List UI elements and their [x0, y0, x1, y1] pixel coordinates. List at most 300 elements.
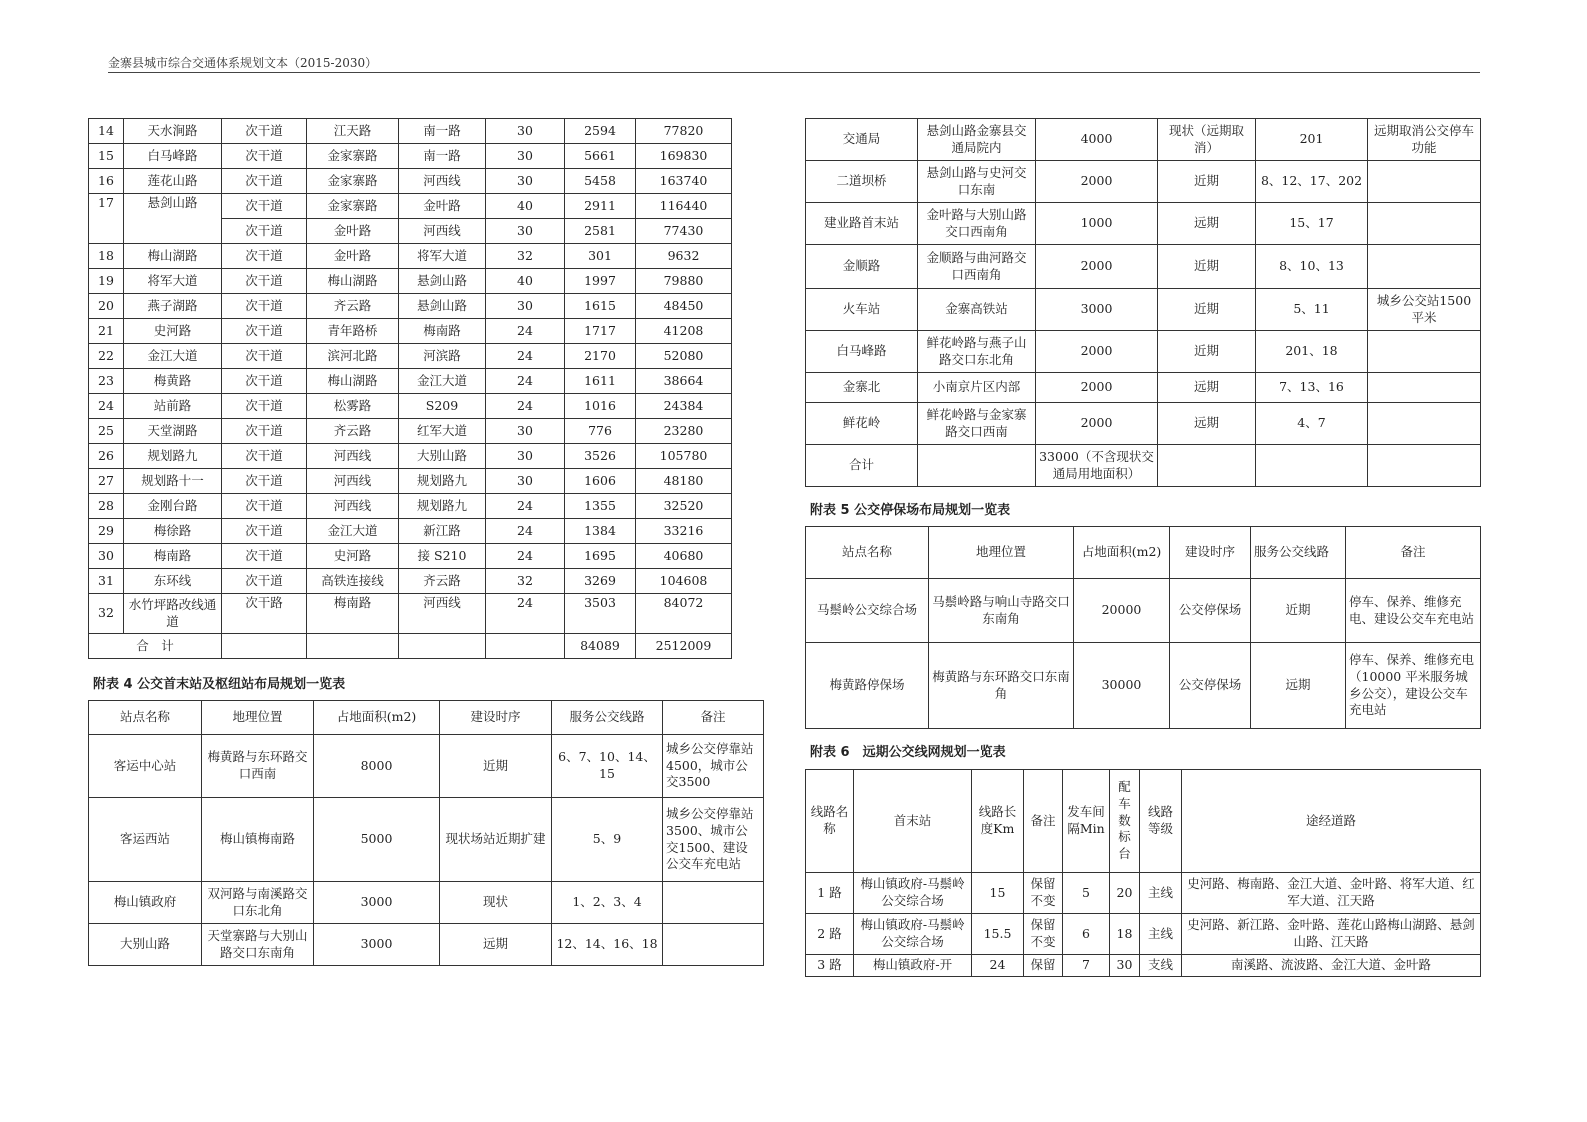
- table-cell: 24: [486, 494, 565, 519]
- table-cell: 火车站: [806, 289, 918, 331]
- table-cell: 40: [486, 194, 565, 219]
- table-cell: 保留: [1024, 955, 1063, 977]
- table-cell: 2000: [1036, 331, 1158, 373]
- table-cell: 24: [486, 369, 565, 394]
- table-cell: 21: [89, 319, 124, 344]
- table-cell: 小南京片区内部: [918, 373, 1036, 403]
- table-cell: 城乡公交停靠站3500、城市公交1500、建设公交车充电站: [663, 798, 764, 882]
- table-cell: 169830: [636, 144, 732, 169]
- table4-continued-block: [805, 118, 1481, 487]
- table6-caption: 附表 6 远期公交线网规划一览表: [810, 745, 1006, 760]
- table-header-row: [89, 701, 764, 735]
- table-cell: 6: [1063, 914, 1110, 955]
- table-cell: 次干道: [222, 194, 307, 219]
- table-cell: [1368, 161, 1481, 203]
- table-cell: 天堂湖路: [124, 419, 222, 444]
- table-cell: 悬剑山路: [124, 194, 222, 244]
- table-cell: 河西线: [307, 444, 399, 469]
- table-cell: 7、13、16: [1256, 373, 1368, 403]
- table-cell: 1384: [565, 519, 636, 544]
- table-cell: [918, 445, 1036, 487]
- table-total-row: [89, 634, 732, 659]
- table-row: [89, 569, 732, 594]
- table-cell: 梅黄路与东环路交口东南角: [929, 643, 1074, 729]
- table-cell: [1368, 331, 1481, 373]
- table-cell: 公交停保场: [1170, 643, 1251, 729]
- table-cell: 合 计: [89, 634, 222, 659]
- table-cell: 15.5: [972, 914, 1024, 955]
- table-cell: 30: [486, 169, 565, 194]
- table-cell: 服务公交线路: [552, 701, 663, 735]
- table-cell: 梅山湖路: [307, 369, 399, 394]
- table-cell: [1368, 403, 1481, 445]
- table-cell: 南一路: [399, 144, 486, 169]
- table-row: [89, 194, 732, 219]
- table-row: [806, 579, 1481, 643]
- table-cell: 金家寨路: [307, 194, 399, 219]
- table-cell: 4000: [1036, 119, 1158, 161]
- table-cell: 建设时序: [440, 701, 552, 735]
- table-cell: 河西线: [399, 219, 486, 244]
- table-cell: 青年路桥: [307, 319, 399, 344]
- table-cell: 梅南路: [399, 319, 486, 344]
- table-cell: 16: [89, 169, 124, 194]
- table-cell: 2000: [1036, 403, 1158, 445]
- table-cell: 30: [486, 469, 565, 494]
- table-cell: 24: [486, 519, 565, 544]
- table-cell: 地理位置: [202, 701, 314, 735]
- table-cell: 30: [486, 144, 565, 169]
- table-cell: 梅山湖路: [307, 269, 399, 294]
- table-cell: 金顺路与曲河路交口西南角: [918, 245, 1036, 289]
- table-cell: 次干道: [222, 319, 307, 344]
- table-cell: 梅山湖路: [124, 244, 222, 269]
- table-cell: 3000: [314, 882, 440, 924]
- table-cell: 白马峰路: [806, 331, 918, 373]
- table-cell: 24: [486, 319, 565, 344]
- table-cell: 次干道: [222, 394, 307, 419]
- table-cell: 交通局: [806, 119, 918, 161]
- table-cell: 齐云路: [399, 569, 486, 594]
- table-cell: 17: [89, 194, 124, 244]
- table-cell: 次干道: [222, 344, 307, 369]
- table-cell: 规划路九: [124, 444, 222, 469]
- table-cell: [1368, 203, 1481, 245]
- table-cell: 7: [1063, 955, 1110, 977]
- table-cell: 高铁连接线: [307, 569, 399, 594]
- table-row: [89, 269, 732, 294]
- table-cell: 20: [89, 294, 124, 319]
- table-cell: 梅山镇政府-马鬃岭公交综合场: [854, 873, 972, 914]
- table-cell: [1158, 445, 1256, 487]
- table-cell: 金叶路与大别山路交口西南角: [918, 203, 1036, 245]
- table-cell: 5、9: [552, 798, 663, 882]
- table-cell: 52080: [636, 344, 732, 369]
- table-cell: 1611: [565, 369, 636, 394]
- table-cell: 次干路: [222, 594, 307, 634]
- table-cell: 天堂寨路与大别山路交口东南角: [202, 924, 314, 966]
- table-cell: 22: [89, 344, 124, 369]
- table-cell: 城乡公交站1500 平米: [1368, 289, 1481, 331]
- table-cell: 支线: [1140, 955, 1182, 977]
- table-cell: 33000（不含现状交通局用地面积）: [1036, 445, 1158, 487]
- road-table-block: [88, 118, 732, 659]
- table-cell: 25: [89, 419, 124, 444]
- table-cell: 次干道: [222, 219, 307, 244]
- table-cell: 河西线: [307, 494, 399, 519]
- table-cell: 9632: [636, 244, 732, 269]
- table-cell: 105780: [636, 444, 732, 469]
- table-cell: 金叶路: [307, 244, 399, 269]
- table-cell: 1997: [565, 269, 636, 294]
- table-cell: 金家寨路: [307, 144, 399, 169]
- table-cell: [1256, 445, 1368, 487]
- table-cell: 停车、保养、维修充电（10000 平米服务城乡公交），建设公交车充电站: [1346, 643, 1481, 729]
- table-cell: 3269: [565, 569, 636, 594]
- table-cell: 河西线: [307, 469, 399, 494]
- table-cell: 次干道: [222, 269, 307, 294]
- table-cell: 40680: [636, 544, 732, 569]
- table-row: [89, 294, 732, 319]
- table-cell: 发车间隔Min: [1063, 770, 1110, 873]
- table-cell: 远期取消公交停车功能: [1368, 119, 1481, 161]
- table-cell: 27: [89, 469, 124, 494]
- table-cell: [399, 634, 486, 659]
- table-cell: 近期: [440, 735, 552, 798]
- table-row: [806, 119, 1481, 161]
- document-header-title: 金寨县城市综合交通体系规划文本（2015-2030）: [108, 56, 378, 70]
- table-cell: 配车数标台: [1110, 770, 1140, 873]
- table-cell: 梅南路: [124, 544, 222, 569]
- table4: [88, 700, 764, 966]
- table-cell: 合计: [806, 445, 918, 487]
- table-cell: 远期: [1251, 643, 1346, 729]
- table4-caption: 附表 4 公交首末站及枢纽站布局规划一览表: [93, 677, 346, 692]
- table-cell: 1355: [565, 494, 636, 519]
- table-cell: 主线: [1140, 873, 1182, 914]
- table-cell: 燕子湖路: [124, 294, 222, 319]
- table-cell: 占地面积(m2): [314, 701, 440, 735]
- table-cell: 2594: [565, 119, 636, 144]
- table-cell: 6、7、10、14、15: [552, 735, 663, 798]
- table-cell: 次干道: [222, 544, 307, 569]
- table-cell: 史河路: [307, 544, 399, 569]
- table-row: [89, 735, 764, 798]
- table-cell: 备注: [1024, 770, 1063, 873]
- table-cell: 接 S210: [399, 544, 486, 569]
- table-cell: 途经道路: [1182, 770, 1481, 873]
- table-cell: 1717: [565, 319, 636, 344]
- table-cell: 163740: [636, 169, 732, 194]
- table-cell: [663, 882, 764, 924]
- table-cell: 悬剑山路: [399, 294, 486, 319]
- table-cell: 站前路: [124, 394, 222, 419]
- table-row: [89, 798, 764, 882]
- table-row: [89, 419, 732, 444]
- table-cell: 15、17: [1256, 203, 1368, 245]
- table-cell: 1000: [1036, 203, 1158, 245]
- table5: [805, 526, 1481, 729]
- table-cell: 梅徐路: [124, 519, 222, 544]
- table-cell: 12、14、16、18: [552, 924, 663, 966]
- table-cell: 远期: [1158, 373, 1256, 403]
- table-row: [806, 245, 1481, 289]
- table-cell: 史河路、梅南路、金江大道、金叶路、将军大道、红军大道、江天路: [1182, 873, 1481, 914]
- table-cell: 东环线: [124, 569, 222, 594]
- table-cell: 24: [486, 544, 565, 569]
- table-cell: 梅山镇政府: [89, 882, 202, 924]
- table-cell: 次干道: [222, 569, 307, 594]
- table-row: [89, 444, 732, 469]
- table-cell: 金寨北: [806, 373, 918, 403]
- table-cell: 建设时序: [1170, 527, 1251, 579]
- table-cell: 1606: [565, 469, 636, 494]
- table-cell: 近期: [1158, 289, 1256, 331]
- table-cell: 次干道: [222, 494, 307, 519]
- table-cell: 现状: [440, 882, 552, 924]
- table-cell: 远期: [1158, 203, 1256, 245]
- table-cell: 5458: [565, 169, 636, 194]
- table-cell: 30: [1110, 955, 1140, 977]
- table-cell: 梅山镇梅南路: [202, 798, 314, 882]
- table-cell: 备注: [1346, 527, 1481, 579]
- table-cell: 2000: [1036, 373, 1158, 403]
- table-cell: 梅山镇政府-开: [854, 955, 972, 977]
- table-cell: 线路名称: [806, 770, 854, 873]
- table-cell: 33216: [636, 519, 732, 544]
- table-cell: 近期: [1158, 245, 1256, 289]
- table-row: [806, 955, 1481, 977]
- table-cell: 马鬃岭路与响山寺路交口东南角: [929, 579, 1074, 643]
- table-cell: 南一路: [399, 119, 486, 144]
- table-row: [89, 519, 732, 544]
- table-cell: 公交停保场: [1170, 579, 1251, 643]
- table-row: [89, 119, 732, 144]
- table4-block: [88, 700, 764, 966]
- table-cell: 23280: [636, 419, 732, 444]
- table-cell: 次干道: [222, 469, 307, 494]
- table-cell: 二道坝桥: [806, 161, 918, 203]
- table-row: [806, 403, 1481, 445]
- table-row: [89, 594, 732, 634]
- table-cell: 24: [89, 394, 124, 419]
- table-cell: 3 路: [806, 955, 854, 977]
- table-cell: 白马峰路: [124, 144, 222, 169]
- table-cell: 776: [565, 419, 636, 444]
- table-cell: 停车、保养、维修充电、建设公交车充电站: [1346, 579, 1481, 643]
- table-row: [89, 169, 732, 194]
- table-cell: 线路长度Km: [972, 770, 1024, 873]
- table-row: [806, 643, 1481, 729]
- table-cell: 32520: [636, 494, 732, 519]
- table-cell: 48450: [636, 294, 732, 319]
- table-cell: 20: [1110, 873, 1140, 914]
- table-cell: 次干道: [222, 444, 307, 469]
- table-cell: 近期: [1158, 331, 1256, 373]
- table-cell: 24: [486, 594, 565, 634]
- table-cell: [1368, 245, 1481, 289]
- table-cell: 8000: [314, 735, 440, 798]
- table-cell: 齐云路: [307, 294, 399, 319]
- header-rule: [108, 72, 1480, 73]
- table-cell: 悬剑山路与史河交口东南: [918, 161, 1036, 203]
- table-cell: 116440: [636, 194, 732, 219]
- table-cell: 新江路: [399, 519, 486, 544]
- table-cell: 保留不变: [1024, 873, 1063, 914]
- table-cell: 建业路首末站: [806, 203, 918, 245]
- table-cell: 2 路: [806, 914, 854, 955]
- table-cell: [1368, 445, 1481, 487]
- table-cell: 河西线: [399, 594, 486, 634]
- table-cell: 南溪路、流波路、金江大道、金叶路: [1182, 955, 1481, 977]
- table-cell: 4、7: [1256, 403, 1368, 445]
- table-cell: 鲜花岭路与燕子山路交口东北角: [918, 331, 1036, 373]
- table-cell: 次干道: [222, 169, 307, 194]
- table-cell: 服务公交线路: [1251, 527, 1346, 579]
- table-cell: 鲜花岭路与金家寨路交口西南: [918, 403, 1036, 445]
- table-cell: 保留不变: [1024, 914, 1063, 955]
- table-cell: 3526: [565, 444, 636, 469]
- table-cell: 滨河北路: [307, 344, 399, 369]
- table-cell: 次干道: [222, 369, 307, 394]
- table-cell: 次干道: [222, 519, 307, 544]
- table5-block: [805, 526, 1481, 729]
- table-cell: 远期: [440, 924, 552, 966]
- table-cell: 28: [89, 494, 124, 519]
- table-cell: 次干道: [222, 244, 307, 269]
- table-cell: 1695: [565, 544, 636, 569]
- table-cell: 莲花山路: [124, 169, 222, 194]
- table-cell: 2911: [565, 194, 636, 219]
- table-cell: 占地面积(m2): [1074, 527, 1170, 579]
- table-cell: 远期: [1158, 403, 1256, 445]
- table-cell: 41208: [636, 319, 732, 344]
- table-cell: 1 路: [806, 873, 854, 914]
- table-cell: 城乡公交停靠站4500，城市公交3500: [663, 735, 764, 798]
- table-cell: 26: [89, 444, 124, 469]
- table-total-row: [806, 445, 1481, 487]
- table-cell: 201: [1256, 119, 1368, 161]
- table-cell: 5、11: [1256, 289, 1368, 331]
- table-row: [806, 373, 1481, 403]
- table-cell: 2000: [1036, 245, 1158, 289]
- table-cell: 史河路、新江路、金叶路、莲花山路梅山湖路、悬剑山路、江天路: [1182, 914, 1481, 955]
- table-cell: 备注: [663, 701, 764, 735]
- table6: [805, 769, 1481, 977]
- table-cell: 32: [89, 594, 124, 634]
- table-row: [806, 203, 1481, 245]
- table-cell: 大别山路: [89, 924, 202, 966]
- table-cell: 梅南路: [307, 594, 399, 634]
- table-cell: 23: [89, 369, 124, 394]
- table-cell: 金叶路: [307, 219, 399, 244]
- table-cell: 梅黄路与东环路交口西南: [202, 735, 314, 798]
- table-cell: 悬剑山路金寨县交通局院内: [918, 119, 1036, 161]
- table-cell: 14: [89, 119, 124, 144]
- table-cell: 18: [89, 244, 124, 269]
- table-cell: 河滨路: [399, 344, 486, 369]
- table-row: [89, 319, 732, 344]
- table-cell: 水竹坪路改线通道: [124, 594, 222, 634]
- road-table: [88, 118, 732, 659]
- table-cell: 松雾路: [307, 394, 399, 419]
- table-cell: 2581: [565, 219, 636, 244]
- table-cell: 1615: [565, 294, 636, 319]
- table-cell: [486, 634, 565, 659]
- table-cell: 江天路: [307, 119, 399, 144]
- table-row: [89, 924, 764, 966]
- table-cell: 30: [89, 544, 124, 569]
- table-cell: 近期: [1158, 161, 1256, 203]
- table-row: [806, 873, 1481, 914]
- table-cell: 24: [486, 394, 565, 419]
- table-cell: 5000: [314, 798, 440, 882]
- table-row: [806, 289, 1481, 331]
- table-cell: [1368, 373, 1481, 403]
- table-cell: 3000: [314, 924, 440, 966]
- table6-block: [805, 769, 1481, 977]
- table-cell: 77430: [636, 219, 732, 244]
- table-row: [89, 144, 732, 169]
- table-cell: 104608: [636, 569, 732, 594]
- table-cell: 规划路九: [399, 469, 486, 494]
- table-row: [89, 494, 732, 519]
- table-cell: 77820: [636, 119, 732, 144]
- table-cell: 2170: [565, 344, 636, 369]
- table-cell: 30: [486, 444, 565, 469]
- table-cell: 8、12、17、202: [1256, 161, 1368, 203]
- table-cell: 次干道: [222, 419, 307, 444]
- table-cell: 现状（远期取消）: [1158, 119, 1256, 161]
- table-cell: 金顺路: [806, 245, 918, 289]
- table-header-row: [806, 770, 1481, 873]
- table-row: [806, 331, 1481, 373]
- table-cell: 双河路与南溪路交口东北角: [202, 882, 314, 924]
- table-cell: 15: [972, 873, 1024, 914]
- table-cell: 齐云路: [307, 419, 399, 444]
- table-cell: 次干道: [222, 119, 307, 144]
- table-row: [89, 882, 764, 924]
- table-cell: 地理位置: [929, 527, 1074, 579]
- table-row: [89, 469, 732, 494]
- table-row: [806, 914, 1481, 955]
- table-cell: 1016: [565, 394, 636, 419]
- table-cell: 30000: [1074, 643, 1170, 729]
- table-cell: 金江大道: [399, 369, 486, 394]
- table-cell: 24384: [636, 394, 732, 419]
- table-cell: 3503: [565, 594, 636, 634]
- table4-continued: [805, 118, 1481, 487]
- table-cell: [222, 634, 307, 659]
- table-cell: 1、2、3、4: [552, 882, 663, 924]
- table-cell: 5661: [565, 144, 636, 169]
- table-cell: 金江大道: [124, 344, 222, 369]
- table-cell: 红军大道: [399, 419, 486, 444]
- table-cell: 金刚台路: [124, 494, 222, 519]
- table-cell: 将军大道: [124, 269, 222, 294]
- table-cell: 客运中心站: [89, 735, 202, 798]
- table-cell: 38664: [636, 369, 732, 394]
- table-cell: 线路等级: [1140, 770, 1182, 873]
- table-cell: 18: [1110, 914, 1140, 955]
- table-row: [89, 544, 732, 569]
- table-cell: 8、10、13: [1256, 245, 1368, 289]
- table-cell: 19: [89, 269, 124, 294]
- table-cell: 15: [89, 144, 124, 169]
- table-cell: 79880: [636, 269, 732, 294]
- table-cell: 主线: [1140, 914, 1182, 955]
- table-cell: 将军大道: [399, 244, 486, 269]
